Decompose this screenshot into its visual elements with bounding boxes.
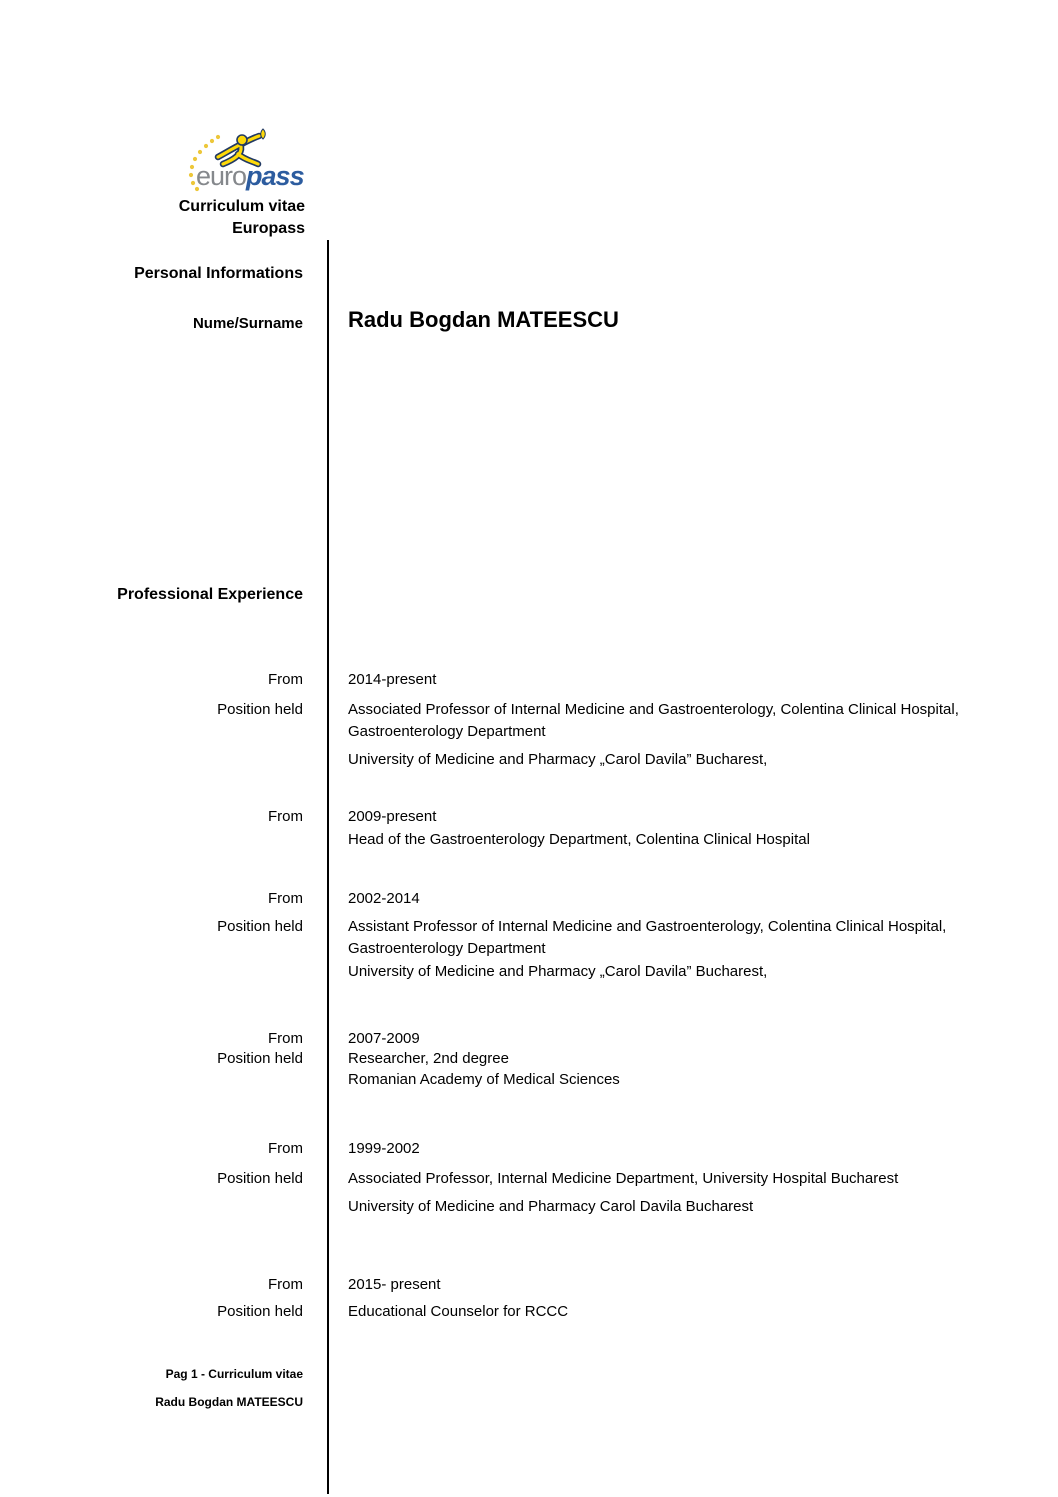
logo-pass-text: pass <box>246 161 304 191</box>
footer-author-name: Radu Bogdan MATEESCU <box>155 1395 303 1409</box>
organization-value: University of Medicine and Pharmacy „Carol Davila” Bucharest, <box>348 963 768 980</box>
entry1-from-row <box>0 669 1058 691</box>
position-value: Educational Counselor for RCCC <box>348 1303 569 1320</box>
name-value: Radu Bogdan MATEESCU <box>348 307 619 332</box>
professional-experience-heading: Professional Experience <box>117 586 303 603</box>
position-value: Associated Professor, Internal Medicine Department, University Hospital Bucharest <box>348 1170 899 1187</box>
from-value: 2002-2014 <box>348 890 420 907</box>
from-value: 2015- present <box>348 1276 441 1293</box>
from-value: 2007-2009 <box>348 1030 420 1047</box>
entry4-position-row <box>0 1048 1058 1070</box>
europass-wordmark <box>196 161 304 191</box>
torch-flame-icon <box>261 129 266 139</box>
name-label: Nume/Surname <box>192 315 303 332</box>
position-held-label: Position held <box>217 1303 303 1320</box>
position-held-label: Position held <box>217 918 303 935</box>
position-value: Researcher, 2nd degree <box>348 1050 509 1067</box>
from-label: From <box>268 671 303 688</box>
entry5-organization-row <box>0 1196 1058 1218</box>
from-label: From <box>268 1140 303 1157</box>
title-line-2: Europass <box>232 220 305 237</box>
from-value: 1999-2002 <box>348 1140 420 1157</box>
europass-logo <box>185 127 305 199</box>
figure-head-icon <box>237 135 247 145</box>
position-value: Assistant Professor of Internal Medicine and Gastroenterology, Colentina Clinical Hospital, Gastroenterology Department <box>348 918 947 957</box>
entry6-from-row <box>0 1274 1058 1296</box>
position-held-label: Position held <box>217 701 303 718</box>
entry6-position-row <box>0 1301 1058 1323</box>
position-held-label: Position held <box>217 1050 303 1067</box>
position-held-label: Position held <box>217 1170 303 1187</box>
entry2-from-row <box>0 806 1058 828</box>
footer-page-info: Pag 1 - Curriculum vitae <box>165 1367 303 1381</box>
logo-euro-text: euro <box>196 161 247 191</box>
entry2-position-row <box>0 829 1058 851</box>
from-label: From <box>268 808 303 825</box>
entry5-position-row <box>0 1168 1058 1190</box>
position-value: Associated Professor of Internal Medicine and Gastroenterology, Colentina Clinical Hospital, Gastroenterology Department <box>348 701 959 740</box>
entry4-organization-row <box>0 1069 1058 1091</box>
document-title <box>0 196 305 240</box>
entry3-position-row <box>0 916 1058 960</box>
title-line-1: Curriculum vitae <box>178 198 305 215</box>
from-label: From <box>268 890 303 907</box>
position-value: Head of the Gastroenterology Department, Colentina Clinical Hospital <box>348 831 810 848</box>
organization-value: Romanian Academy of Medical Sciences <box>348 1071 620 1088</box>
entry1-organization-row <box>0 749 1058 771</box>
from-label: From <box>268 1276 303 1293</box>
organization-value: University of Medicine and Pharmacy „Carol Davila” Bucharest, <box>348 751 768 768</box>
entry5-from-row <box>0 1138 1058 1160</box>
entry1-position-row <box>0 699 1058 743</box>
entry3-organization-row <box>0 961 1058 983</box>
from-value: 2014-present <box>348 671 437 688</box>
organization-value: University of Medicine and Pharmacy Carol Davila Bucharest <box>348 1198 754 1215</box>
entry3-from-row <box>0 888 1058 910</box>
from-label: From <box>268 1030 303 1047</box>
from-value: 2009-present <box>348 808 437 825</box>
personal-informations-heading: Personal Informations <box>134 265 303 282</box>
entry4-from-row <box>0 1028 1058 1050</box>
